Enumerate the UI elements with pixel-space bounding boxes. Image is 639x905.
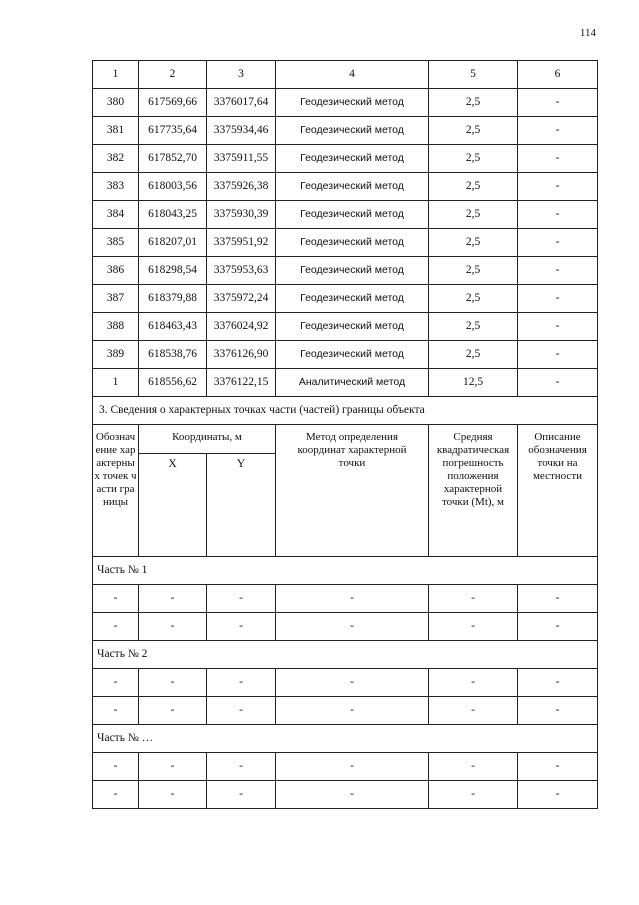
page-number: 114 xyxy=(579,27,596,39)
x-coordinate-cell: 617735,64 xyxy=(139,117,207,145)
accuracy-cell: 2,5 xyxy=(429,173,518,201)
part-label: Часть № 2 xyxy=(93,641,598,669)
empty-cell: - xyxy=(429,613,518,641)
x-coordinate-cell: 618207,01 xyxy=(139,229,207,257)
y-coordinate-cell: 3375972,24 xyxy=(207,285,276,313)
description-cell: - xyxy=(518,257,598,285)
section-title: 3. Сведения о характерных точках части (частей) границы объекта xyxy=(93,397,598,425)
method-cell: Геодезический метод xyxy=(276,117,429,145)
method-cell: Геодезический метод xyxy=(276,201,429,229)
table-row xyxy=(93,201,598,229)
point-number-cell: 1 xyxy=(93,369,139,397)
y-coordinate-cell: 3375911,55 xyxy=(207,145,276,173)
y-coordinate-cell: 3376024,92 xyxy=(207,313,276,341)
x-coordinate-cell: 618538,76 xyxy=(139,341,207,369)
table-row xyxy=(93,341,598,369)
empty-cell: - xyxy=(93,697,139,725)
method-cell: Геодезический метод xyxy=(276,341,429,369)
accuracy-cell: 2,5 xyxy=(429,257,518,285)
method-cell: Геодезический метод xyxy=(276,145,429,173)
column-number: 3 xyxy=(207,61,276,89)
empty-cell: - xyxy=(207,669,276,697)
point-number-cell: 389 xyxy=(93,341,139,369)
column-number: 6 xyxy=(518,61,598,89)
description-cell: - xyxy=(518,313,598,341)
table-row xyxy=(93,229,598,257)
empty-cell: - xyxy=(207,753,276,781)
method-cell: Геодезический метод xyxy=(276,257,429,285)
point-number-cell: 384 xyxy=(93,201,139,229)
empty-cell: - xyxy=(276,669,429,697)
table-row xyxy=(93,369,598,397)
header-point-designation: Обозначение характерных точек части границы xyxy=(93,425,139,557)
column-number: 1 xyxy=(93,61,139,89)
x-coordinate-cell: 618463,43 xyxy=(139,313,207,341)
y-coordinate-cell: 3375926,38 xyxy=(207,173,276,201)
empty-cell: - xyxy=(429,697,518,725)
empty-cell: - xyxy=(276,613,429,641)
header-method: Метод определения координат характерной точки xyxy=(276,425,429,557)
empty-cell: - xyxy=(276,781,429,809)
accuracy-cell: 2,5 xyxy=(429,201,518,229)
table-row xyxy=(93,781,598,809)
y-coordinate-cell: 3375953,63 xyxy=(207,257,276,285)
method-cell: Аналитический метод xyxy=(276,369,429,397)
accuracy-cell: 2,5 xyxy=(429,341,518,369)
part-label-row xyxy=(93,641,598,669)
empty-cell: - xyxy=(93,781,139,809)
y-coordinate-cell: 3376017,64 xyxy=(207,89,276,117)
header-coordinates: Координаты, м xyxy=(139,425,276,454)
empty-cell: - xyxy=(207,781,276,809)
table-row xyxy=(93,697,598,725)
x-coordinate-cell: 618003,56 xyxy=(139,173,207,201)
header-x: X xyxy=(139,454,207,557)
accuracy-cell: 2,5 xyxy=(429,229,518,257)
method-cell: Геодезический метод xyxy=(276,313,429,341)
y-coordinate-cell: 3375934,46 xyxy=(207,117,276,145)
section-header-row xyxy=(93,425,598,454)
empty-cell: - xyxy=(139,613,207,641)
y-coordinate-cell: 3375930,39 xyxy=(207,201,276,229)
empty-cell: - xyxy=(518,669,598,697)
empty-cell: - xyxy=(276,697,429,725)
accuracy-cell: 2,5 xyxy=(429,313,518,341)
point-number-cell: 383 xyxy=(93,173,139,201)
empty-cell: - xyxy=(207,697,276,725)
table-row xyxy=(93,613,598,641)
point-number-cell: 382 xyxy=(93,145,139,173)
column-number: 4 xyxy=(276,61,429,89)
header-description: Описание обозначения точки на местности xyxy=(518,425,598,557)
method-cell: Геодезический метод xyxy=(276,173,429,201)
accuracy-cell: 2,5 xyxy=(429,117,518,145)
part-label-row xyxy=(93,557,598,585)
header-y: Y xyxy=(207,454,276,557)
table-row xyxy=(93,257,598,285)
empty-cell: - xyxy=(139,781,207,809)
point-number-cell: 381 xyxy=(93,117,139,145)
header-accuracy: Средняя квадратическая погрешность положения характерной точки (Mt), м xyxy=(429,425,518,557)
description-cell: - xyxy=(518,369,598,397)
empty-cell: - xyxy=(139,753,207,781)
part-label: Часть № 1 xyxy=(93,557,598,585)
empty-cell: - xyxy=(93,753,139,781)
empty-cell: - xyxy=(429,781,518,809)
point-number-cell: 387 xyxy=(93,285,139,313)
description-cell: - xyxy=(518,341,598,369)
accuracy-cell: 2,5 xyxy=(429,145,518,173)
description-cell: - xyxy=(518,229,598,257)
accuracy-cell: 2,5 xyxy=(429,285,518,313)
y-coordinate-cell: 3376122,15 xyxy=(207,369,276,397)
accuracy-cell: 2,5 xyxy=(429,89,518,117)
description-cell: - xyxy=(518,173,598,201)
empty-cell: - xyxy=(139,697,207,725)
empty-cell: - xyxy=(207,613,276,641)
table-row xyxy=(93,313,598,341)
empty-cell: - xyxy=(518,753,598,781)
column-number: 5 xyxy=(429,61,518,89)
method-cell: Геодезический метод xyxy=(276,89,429,117)
empty-cell: - xyxy=(139,669,207,697)
description-cell: - xyxy=(518,117,598,145)
method-cell: Геодезический метод xyxy=(276,229,429,257)
table-row xyxy=(93,285,598,313)
part-label: Часть № … xyxy=(93,725,598,753)
x-coordinate-cell: 618043,25 xyxy=(139,201,207,229)
x-coordinate-cell: 618298,54 xyxy=(139,257,207,285)
point-number-cell: 380 xyxy=(93,89,139,117)
column-number: 2 xyxy=(139,61,207,89)
method-cell: Геодезический метод xyxy=(276,285,429,313)
table-row xyxy=(93,753,598,781)
x-coordinate-cell: 618379,88 xyxy=(139,285,207,313)
y-coordinate-cell: 3375951,92 xyxy=(207,229,276,257)
empty-cell: - xyxy=(518,781,598,809)
point-number-cell: 388 xyxy=(93,313,139,341)
empty-cell: - xyxy=(518,613,598,641)
empty-cell: - xyxy=(518,697,598,725)
empty-cell: - xyxy=(429,669,518,697)
table-row xyxy=(93,145,598,173)
description-cell: - xyxy=(518,145,598,173)
point-number-cell: 385 xyxy=(93,229,139,257)
description-cell: - xyxy=(518,89,598,117)
description-cell: - xyxy=(518,285,598,313)
empty-cell: - xyxy=(429,753,518,781)
x-coordinate-cell: 618556,62 xyxy=(139,369,207,397)
table-row xyxy=(93,669,598,697)
empty-cell: - xyxy=(93,613,139,641)
table-row xyxy=(93,585,598,613)
x-coordinate-cell: 617852,70 xyxy=(139,145,207,173)
section-title-row xyxy=(93,397,598,425)
column-number-row xyxy=(93,61,598,89)
y-coordinate-cell: 3376126,90 xyxy=(207,341,276,369)
description-cell: - xyxy=(518,201,598,229)
table-row xyxy=(93,117,598,145)
accuracy-cell: 12,5 xyxy=(429,369,518,397)
empty-cell: - xyxy=(429,585,518,613)
empty-cell: - xyxy=(93,669,139,697)
x-coordinate-cell: 617569,66 xyxy=(139,89,207,117)
table-row xyxy=(93,173,598,201)
boundary-points-table xyxy=(92,60,598,809)
empty-cell: - xyxy=(207,585,276,613)
table-row xyxy=(93,89,598,117)
empty-cell: - xyxy=(276,753,429,781)
empty-cell: - xyxy=(93,585,139,613)
part-label-row xyxy=(93,725,598,753)
empty-cell: - xyxy=(518,585,598,613)
point-number-cell: 386 xyxy=(93,257,139,285)
empty-cell: - xyxy=(276,585,429,613)
empty-cell: - xyxy=(139,585,207,613)
